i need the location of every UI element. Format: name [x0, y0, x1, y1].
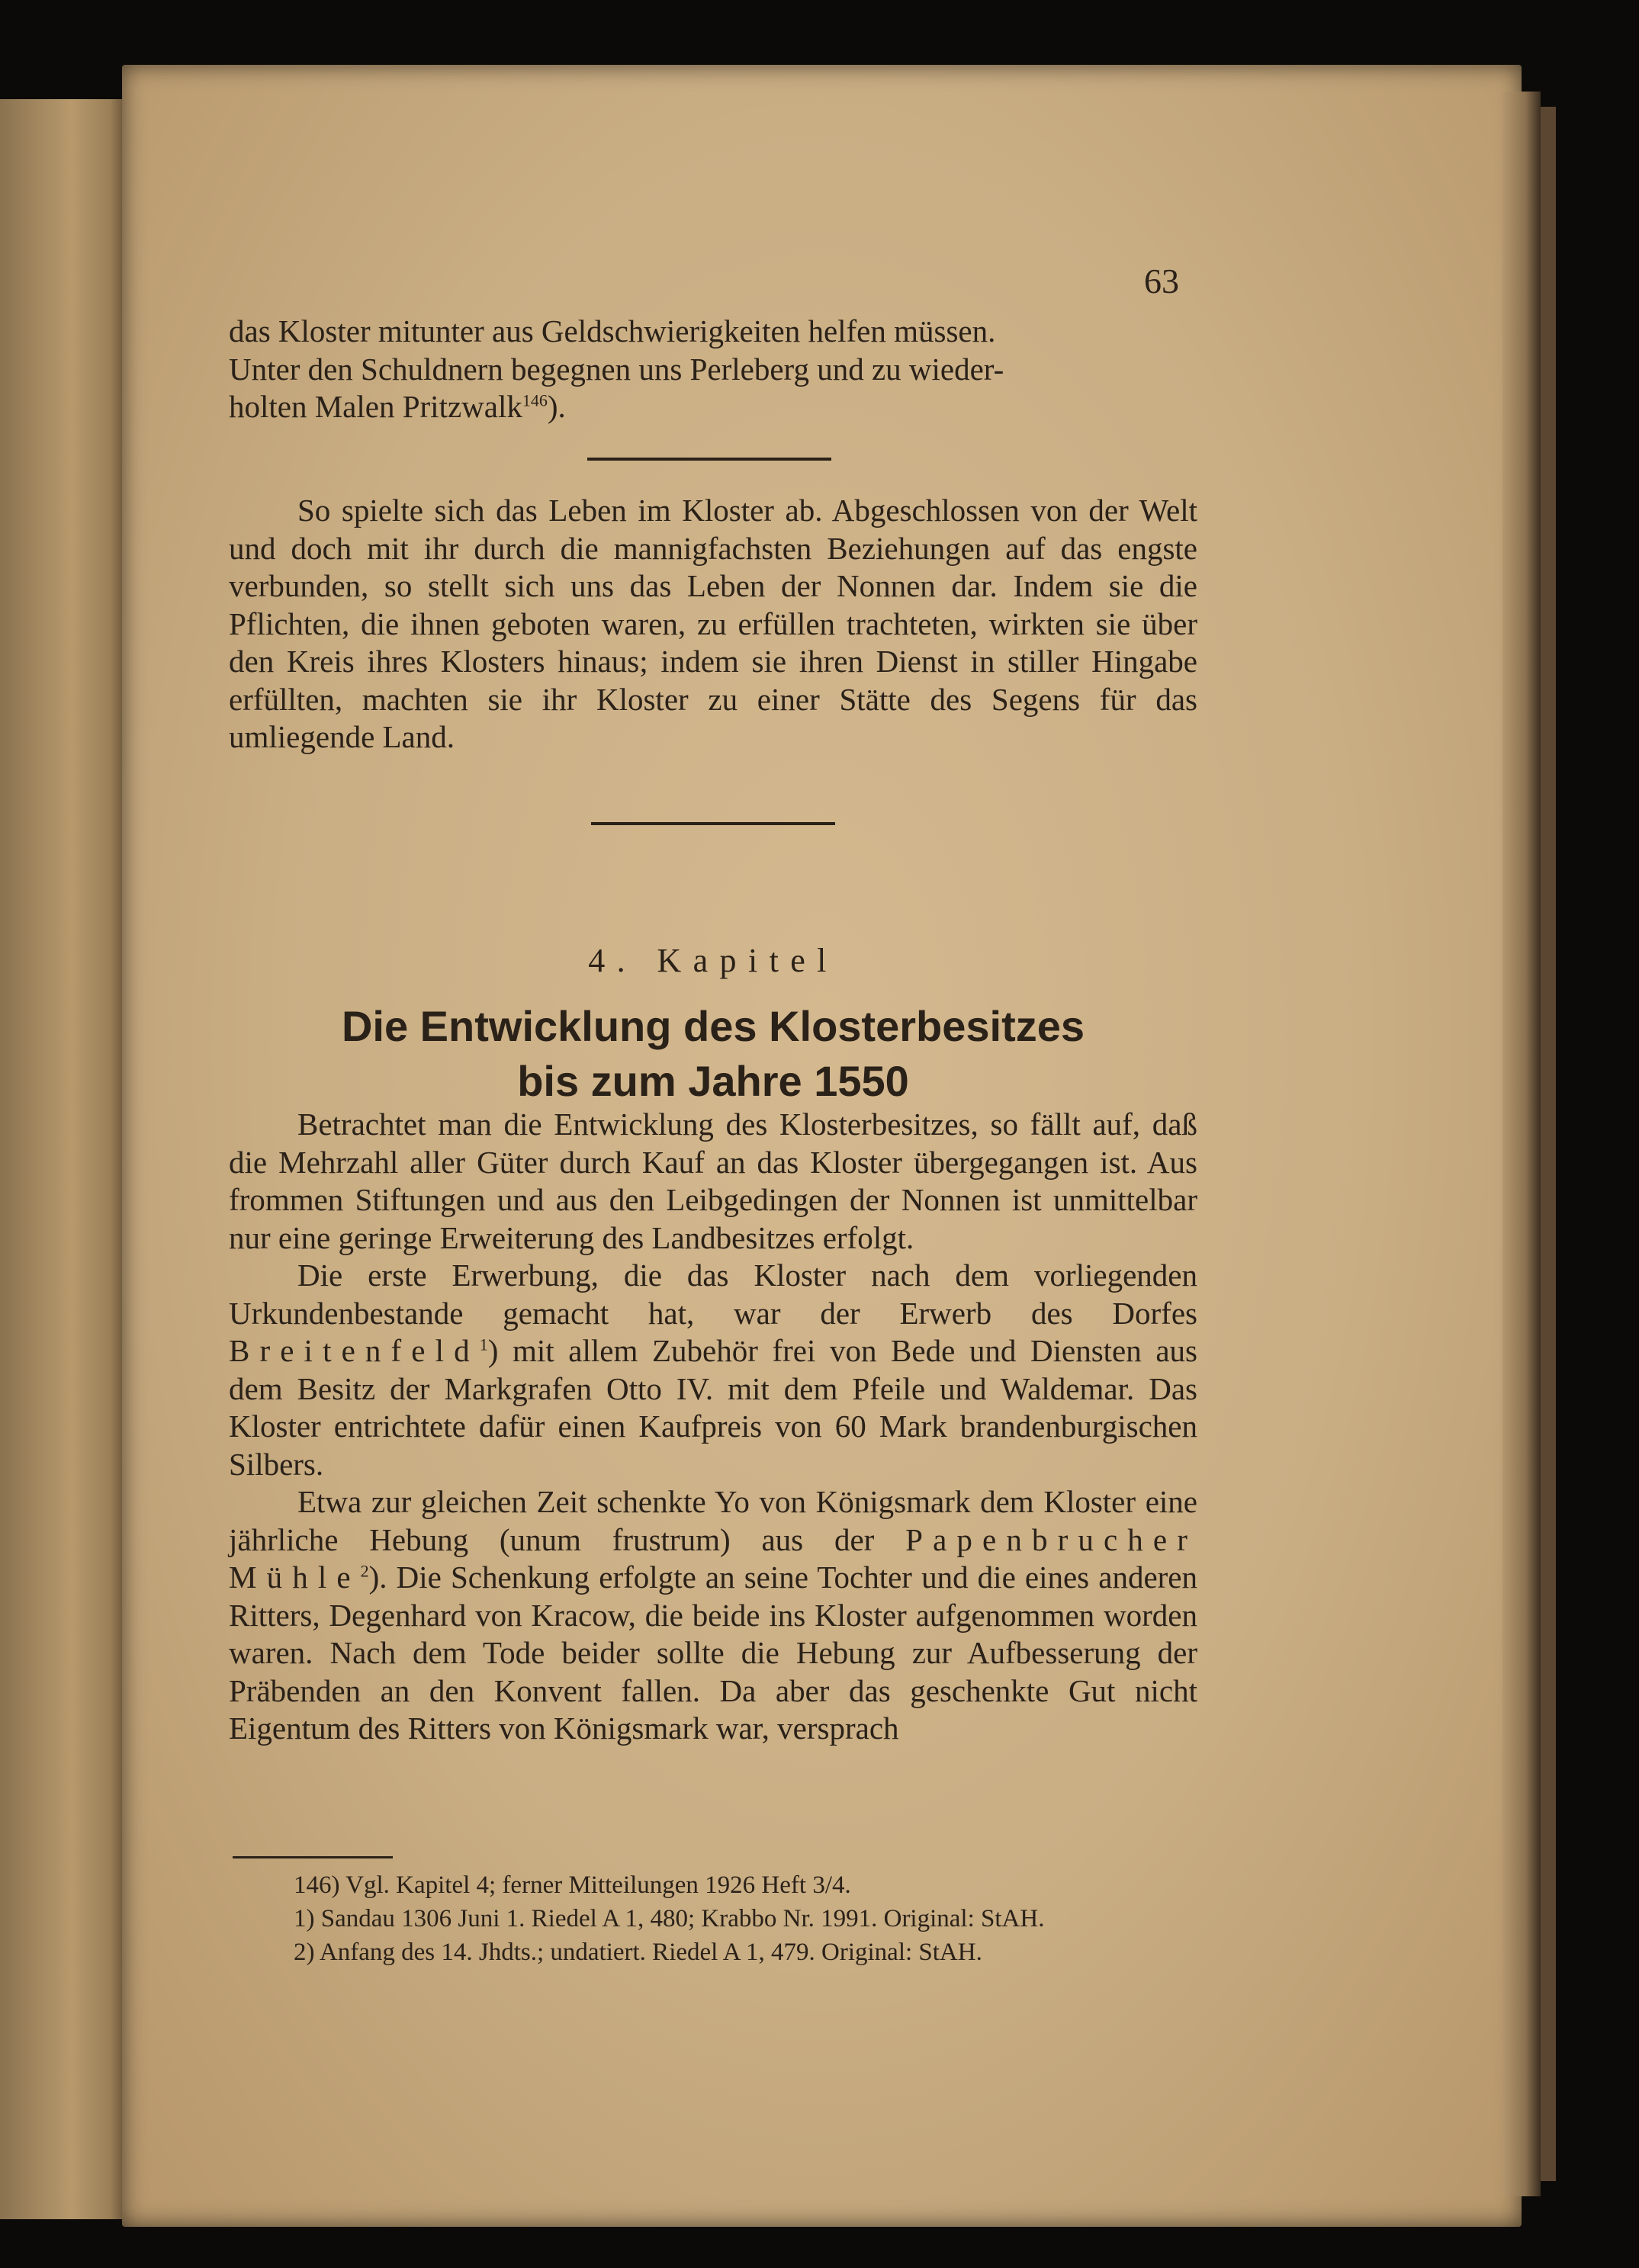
section-divider — [587, 458, 831, 461]
section-divider — [591, 822, 835, 825]
text-line: das Kloster mitunter aus Geldschwierigkeiten helfen müssen. — [229, 313, 996, 349]
paragraph-text — [229, 1483, 1197, 1748]
book-cover-edge — [1541, 107, 1556, 2181]
page-number: 63 — [1144, 262, 1179, 300]
text: holten Malen Pritzwalk — [229, 389, 522, 424]
paragraph-continued — [229, 313, 1197, 426]
text: Etwa zur gleichen Zeit schenkte Yo von Königsmark dem Kloster eine jährliche Hebung (unum frustrum) aus der — [229, 1484, 1197, 1557]
paragraph-text — [229, 1257, 1197, 1483]
footnotes — [229, 1868, 1197, 1969]
text-line — [229, 388, 1197, 426]
text: Die erste Erwerbung, die das Kloster nach dem vorliegenden Urkundenbestande gemacht hat, war der Erwerb des Dorfes — [229, 1258, 1197, 1331]
footnote-ref: 1 — [479, 1335, 488, 1354]
footnote: 1) Sandau 1306 Juni 1. Riedel A 1, 480; Krabbo Nr. 1991. Original: StAH. — [294, 1905, 1045, 1932]
chapter-title — [229, 999, 1197, 1109]
left-page-edge — [0, 99, 130, 2219]
chapter-title-line: bis zum Jahre 1550 — [517, 1057, 909, 1105]
text: ). Die Schenkung erfolgte an seine Tochter und die eines anderen Ritters, Degenhard von Kracow, die beide ins Kloster aufgenommen worden waren. Nach dem Tode beider sollte die Hebung zur Aufbesserung der Präbenden an den Konvent fallen. Da aber das geschenkte Gut nicht Eigentum des Ritters von Königsmark war, versprach — [229, 1560, 1197, 1746]
chapter-label: 4. Kapitel — [588, 942, 838, 979]
text: ). — [547, 389, 566, 424]
footnote-ref: 2 — [360, 1561, 369, 1581]
paragraph-text: Betrachtet man die Entwicklung des Klosterbesitzes, so fällt auf, daß die Mehrzahl aller Güter durch Kauf an das Kloster übergegangen ist. Aus frommen Stiftungen und aus den Leibgedingen der Nonnen ist unmittelbar nur eine geringe Erweiterung des Landbesitzes erfolgt. — [229, 1107, 1197, 1255]
footnote: 146) Vgl. Kapitel 4; ferner Mitteilungen 1926 Heft 3/4. — [294, 1871, 851, 1899]
place-name: Breitenfeld — [229, 1333, 480, 1368]
paragraph-closing — [229, 492, 1197, 757]
footnote: 2) Anfang des 14. Jhdts.; undatiert. Riedel A 1, 479. Original: StAH. — [294, 1939, 982, 1966]
paragraph-text: So spielte sich das Leben im Kloster ab. Abgeschlossen von der Welt und doch mit ihr durch die mannigfachsten Beziehungen auf das engste verbunden, so stellt sich uns das Leben der Nonnen dar. Indem sie die Pflichten, die ihnen geboten waren, zu erfüllen trachteten, wirkten sie über den Kreis ihres Klosters hinaus; indem sie ihren Dienst in stiller Hingabe erfüllten, machten sie ihr Kloster zu einer Stätte des Segens für das umliegende Land. — [229, 493, 1197, 754]
footnote-ref: 146 — [522, 390, 548, 410]
text: ) mit allem Zubehör frei von Bede und Diensten aus dem Besitz der Markgrafen Otto IV. mit dem Pfeile und Waldemar. Das Kloster entrichtete dafür einen Kaufpreis von 60 Mark brandenburgischen Silbers. — [229, 1333, 1197, 1482]
footnote-divider — [233, 1856, 393, 1858]
place-name: Papenbrucher Mühle — [229, 1521, 1197, 1595]
text-line: Unter den Schuldnern begegnen uns Perleberg und zu wieder- — [229, 351, 1004, 387]
page-stack-edge — [1502, 92, 1541, 2196]
chapter-body — [229, 1106, 1197, 1748]
chapter-title-line: Die Entwicklung des Klosterbesitzes — [341, 1002, 1085, 1050]
